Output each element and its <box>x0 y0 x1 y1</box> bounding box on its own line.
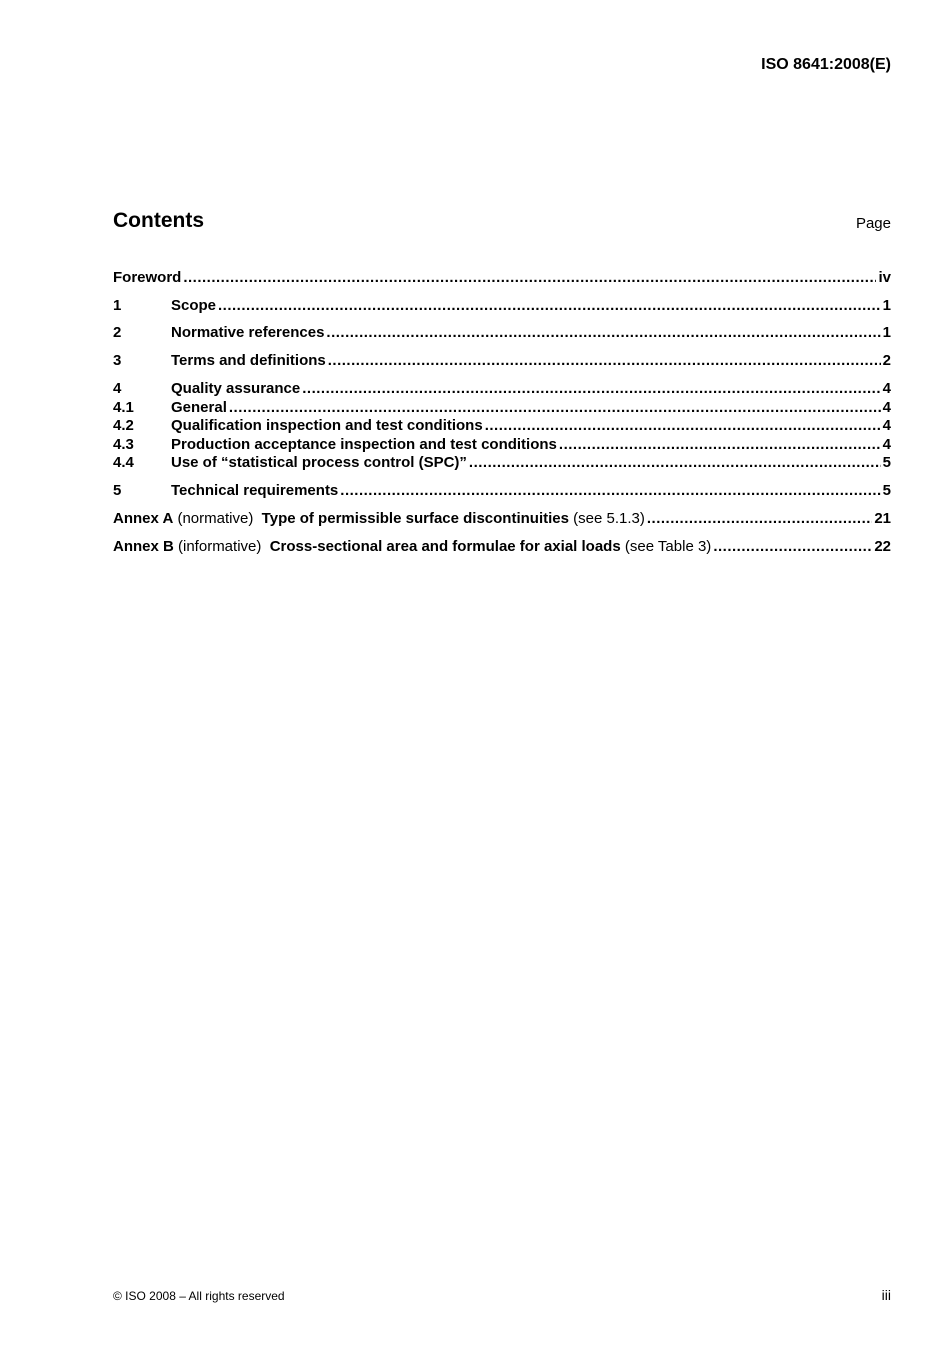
toc-entry-3[interactable] <box>113 352 891 370</box>
toc-entry-page: 1 <box>882 324 891 341</box>
toc-entry-page: 4 <box>882 399 891 416</box>
dot-leader <box>302 380 880 398</box>
toc-entry-1[interactable] <box>113 297 891 315</box>
annex-type: (normative) <box>177 510 254 527</box>
toc-entry-number: 2 <box>113 324 122 341</box>
toc-entry-title: Technical requirements <box>171 482 339 499</box>
toc-entry-page: 4 <box>882 417 891 434</box>
annex-label: Annex B <box>113 538 174 555</box>
dot-leader <box>559 436 881 454</box>
dot-leader <box>647 510 872 528</box>
annex-title: Type of permissible surface discontinuities <box>261 510 569 527</box>
annex-title: Cross-sectional area and formulae for axial loads <box>269 538 621 555</box>
toc-entry-page: 4 <box>882 380 891 397</box>
toc-entry-title: Qualification inspection and test conditions <box>171 417 483 434</box>
dot-leader <box>485 417 881 435</box>
toc-entry-number: 3 <box>113 352 122 369</box>
toc-annex-a[interactable] <box>113 510 891 528</box>
toc-entry-page: iv <box>878 269 891 286</box>
contents-title: Contents <box>113 209 204 232</box>
toc-entry-5[interactable] <box>113 482 891 500</box>
toc-entry-number: 4.1 <box>113 399 134 416</box>
toc-entry-4-2[interactable] <box>113 417 891 435</box>
annex-page: 22 <box>874 538 891 555</box>
toc-entry-page: 5 <box>882 482 891 499</box>
dot-leader <box>229 399 881 417</box>
document-id: ISO 8641:2008(E) <box>761 56 891 73</box>
dot-leader <box>340 482 880 500</box>
toc-entry-2[interactable] <box>113 324 891 342</box>
toc-entry-page: 2 <box>882 352 891 369</box>
toc-entry-page: 4 <box>882 436 891 453</box>
toc-entry-number: 1 <box>113 297 122 314</box>
dot-leader <box>218 297 881 315</box>
toc-annex-b[interactable] <box>113 538 891 556</box>
page-column-label: Page <box>855 215 891 232</box>
annex-reference: (see Table 3) <box>624 538 712 555</box>
dot-leader <box>326 324 880 342</box>
toc-entry-title: Normative references <box>171 324 325 341</box>
toc-entry-number: 4.4 <box>113 454 134 471</box>
toc-entry-title: Quality assurance <box>171 380 301 397</box>
annex-page: 21 <box>874 510 891 527</box>
toc-entry-page: 1 <box>882 297 891 314</box>
toc-entry-title: Production acceptance inspection and test conditions <box>171 436 557 453</box>
toc-entry-title: Terms and definitions <box>171 352 326 369</box>
dot-leader <box>183 269 876 287</box>
toc-entry-4[interactable] <box>113 380 891 398</box>
toc-entry-page: 5 <box>882 454 891 471</box>
annex-type: (informative) <box>178 538 262 555</box>
toc-entry-4-4[interactable] <box>113 454 891 472</box>
dot-leader <box>469 454 881 472</box>
toc-entry-title: Use of “statistical process control (SPC)” <box>171 454 467 471</box>
toc-entry-number: 4.3 <box>113 436 134 453</box>
toc-entry-title: Scope <box>171 297 217 314</box>
toc-entry-title: Foreword <box>113 269 182 286</box>
toc-entry-number: 5 <box>113 482 122 499</box>
toc-entry-4-3[interactable] <box>113 436 891 454</box>
toc-entry-number: 4.2 <box>113 417 134 434</box>
annex-label: Annex A <box>113 510 174 527</box>
toc-entry-title: General <box>171 399 227 416</box>
copyright-notice: © ISO 2008 – All rights reserved <box>113 1289 285 1303</box>
dot-leader <box>328 352 881 370</box>
dot-leader <box>713 538 872 556</box>
toc-entry-number: 4 <box>113 380 122 397</box>
page-number: iii <box>881 1287 891 1303</box>
annex-reference: (see 5.1.3) <box>573 510 645 527</box>
toc-entry-foreword[interactable] <box>113 269 891 287</box>
toc-entry-4-1[interactable] <box>113 399 891 417</box>
